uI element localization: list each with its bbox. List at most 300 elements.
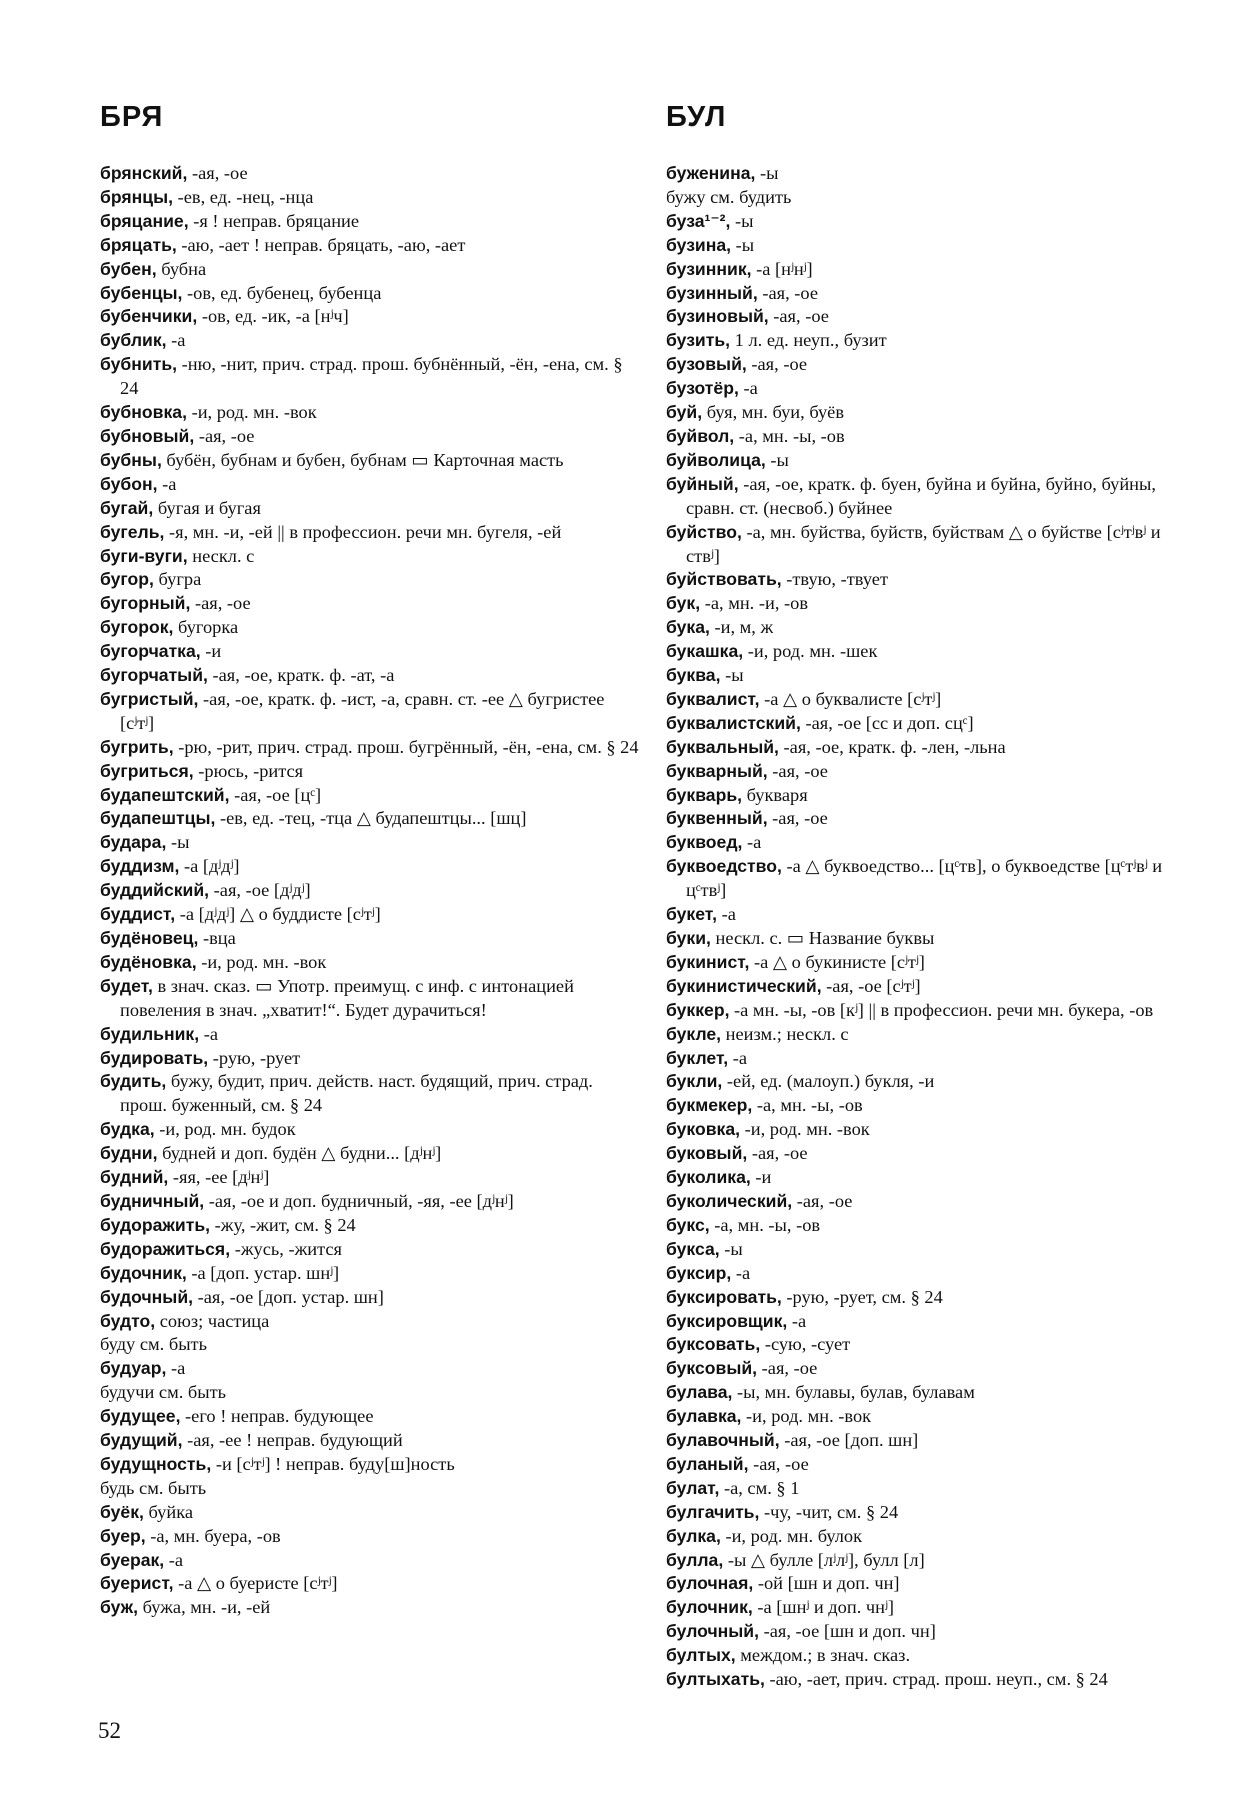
headword: будара, — [100, 832, 167, 853]
entry-text: -ев, ед. -нец, -нца — [173, 186, 314, 207]
headword: буй, — [666, 402, 703, 423]
headword: бузинный, — [666, 282, 758, 303]
headword: букет, — [666, 904, 717, 925]
headword: букинистический, — [666, 975, 822, 996]
headword: бугорчатый, — [100, 665, 208, 686]
headword: бугристый, — [100, 688, 199, 709]
headword: булочный, — [666, 1621, 760, 1642]
dictionary-entry — [100, 497, 640, 521]
headword: булла, — [666, 1549, 724, 1570]
entry-text: -ая, -ое, кратк. ф. -лен, -льна — [778, 736, 1006, 757]
headword: буддизм, — [100, 856, 180, 877]
entry-text: -а, см. § 1 — [719, 1477, 800, 1498]
dictionary-entry — [100, 784, 640, 808]
entry-text: союз; частица — [155, 1310, 270, 1331]
entry-text: -ая, -ое и доп. будничный, -яя, -ее [дʲнʲ] — [204, 1190, 514, 1211]
entry-text: -вца — [198, 928, 236, 948]
headword: бук, — [666, 593, 701, 614]
left-column — [100, 100, 640, 1620]
entry-text: бугорка — [173, 617, 239, 638]
entry-text: -ой [шн и доп. чн] — [753, 1573, 900, 1594]
dictionary-entry — [666, 616, 1196, 640]
entry-text: -и, род. мн. -шек — [743, 641, 878, 662]
dictionary-entry — [666, 377, 1196, 401]
headword: буквалист, — [666, 688, 760, 709]
dictionary-entry — [100, 831, 640, 855]
dictionary-entry — [666, 162, 1196, 186]
entry-text: -ы — [166, 832, 190, 853]
entry-text: -а — [787, 1310, 807, 1331]
dictionary-entry — [666, 1286, 1196, 1310]
dictionary-entry — [100, 1214, 640, 1238]
headword: будет, — [100, 975, 153, 996]
headword: будёновка, — [100, 951, 197, 972]
headword: букли, — [666, 1071, 723, 1092]
dictionary-entry — [666, 1262, 1196, 1286]
entry-text: -и, м, ж — [709, 617, 774, 638]
headword: буколика, — [666, 1167, 751, 1188]
headword: бублик, — [100, 330, 167, 351]
dictionary-entry — [100, 1525, 640, 1549]
entry-text: бубён, бубнам и бубен, бубнам ▭ Карточная масть — [161, 449, 564, 470]
dictionary-entry — [666, 592, 1196, 616]
entry-text: -твую, -твует — [781, 569, 888, 590]
headword: бубны, — [100, 449, 162, 470]
entry-text: -ая, -ое, кратк. ф. -ат, -а — [207, 665, 395, 686]
headword: бугорчатка, — [100, 641, 201, 662]
entry-text: будней и доп. будён △ будни... [дʲнʲ] — [157, 1143, 442, 1164]
entry-text: -рую, -рует, см. § 24 — [781, 1286, 943, 1307]
entry-text: -а [доп. устар. шнʲ] — [186, 1262, 340, 1283]
headword: букашка, — [666, 641, 744, 662]
headword: будка, — [100, 1119, 155, 1140]
headword: буквальный, — [666, 736, 779, 757]
headword: бубнить, — [100, 354, 178, 375]
headword: бузиновый, — [666, 306, 769, 327]
entry-text: бужу см. будить — [666, 186, 792, 207]
headword: буженина, — [666, 163, 756, 183]
dictionary-entry — [100, 258, 640, 282]
headword: буйствовать, — [666, 569, 782, 590]
entry-text: бужу, будит, прич. действ. наст. будящий, прич. страд. прош. буженный, см. § 24 — [120, 1071, 593, 1116]
dictionary-entry — [100, 592, 640, 616]
dictionary-entry — [100, 473, 640, 497]
headword: буковка, — [666, 1119, 741, 1140]
entry-text: -ая, -ое [доп. шн] — [779, 1430, 919, 1451]
headword: булавочный, — [666, 1430, 780, 1451]
dictionary-entry — [100, 1405, 640, 1429]
dictionary-entry — [100, 951, 640, 975]
dictionary-entry — [666, 1190, 1196, 1214]
headword: булгачить, — [666, 1501, 760, 1522]
dictionary-entry — [666, 449, 1196, 473]
entry-text: -а [дʲдʲ] △ о буддисте [сʲтʲ] — [175, 904, 381, 925]
headword: булавка, — [666, 1406, 742, 1427]
entry-text: неизм.; нескл. с — [721, 1023, 849, 1044]
dictionary-entry — [100, 282, 640, 306]
headword: булат, — [666, 1477, 720, 1498]
dictionary-entry — [100, 1357, 640, 1381]
headword: будапештский, — [100, 784, 230, 805]
dictionary-entry — [100, 1310, 640, 1334]
entry-text: -а — [166, 330, 186, 351]
entry-text: -ы — [720, 665, 744, 686]
entry-text: бугра — [153, 569, 202, 590]
dictionary-entry — [666, 305, 1196, 329]
dictionary-entry — [666, 473, 1196, 521]
headword: будить, — [100, 1071, 167, 1092]
dictionary-entry — [666, 975, 1196, 999]
entry-text: -а, мн. -и, -ов — [700, 593, 809, 614]
entry-text: -а — [731, 1262, 751, 1283]
entry-text: -ая, -ое [сʲтʲ] — [821, 975, 921, 996]
entry-text: буду см. быть — [100, 1334, 207, 1355]
headword: бука, — [666, 617, 710, 638]
dictionary-entry — [100, 186, 640, 210]
headword: букс, — [666, 1214, 710, 1235]
headword: буер, — [100, 1525, 146, 1546]
headword: будапештцы, — [100, 808, 216, 829]
headword: бряцать, — [100, 234, 177, 255]
entry-text: -ая, -ое — [747, 1143, 808, 1164]
headword: булочная, — [666, 1573, 754, 1594]
headword: будировать, — [100, 1047, 209, 1068]
entry-text: -я, мн. -и, -ей || в профессион. речи мн. бугеля, -ей — [164, 521, 562, 542]
headword: букварный, — [666, 760, 768, 781]
headword: булочник, — [666, 1597, 753, 1618]
headword: буги-вуги, — [100, 545, 188, 566]
dictionary-entry — [100, 1429, 640, 1453]
dictionary-entry — [666, 1333, 1196, 1357]
dictionary-entry — [100, 568, 640, 592]
right-column-header: БУЛ — [666, 101, 727, 133]
entry-text: -ая, -ое — [792, 1190, 853, 1211]
entry-text: -а мн. -ы, -ов [кʲ] || в профессион. речи мн. букера, -ов — [729, 999, 1154, 1020]
entry-text: -ая, -ое — [767, 760, 828, 781]
dictionary-entry — [100, 1453, 640, 1477]
entry-text: -ая, -ее ! неправ. будующий — [182, 1430, 403, 1451]
dictionary-entry — [666, 1166, 1196, 1190]
dictionary-entry — [666, 1142, 1196, 1166]
headword: бугель, — [100, 521, 165, 542]
dictionary-entry — [666, 807, 1196, 831]
headword: будоражить, — [100, 1214, 211, 1235]
dictionary-entry — [100, 1549, 640, 1573]
entry-text: -а — [728, 1047, 748, 1068]
headword: буйный, — [666, 473, 739, 494]
dictionary-entry — [100, 1190, 640, 1214]
headword: будильник, — [100, 1023, 200, 1044]
dictionary-entry — [100, 449, 640, 473]
entry-text: -и [сʲтʲ] ! неправ. буду[ш]ность — [211, 1453, 455, 1474]
entry-text: -ы △ булле [лʲлʲ], булл [л] — [723, 1549, 925, 1570]
entry-text: -а, мн. -ы, -ов — [709, 1214, 821, 1235]
entry-text: -а — [199, 1023, 218, 1044]
headword: буксир, — [666, 1262, 732, 1283]
entry-text: -ы, мн. булавы, булав, булавам — [732, 1382, 975, 1403]
entry-text: -ая, -ое — [757, 1358, 818, 1379]
entry-text: -аю, -ает ! неправ. бряцать, -аю, -ает — [176, 234, 466, 255]
headword: бубновый, — [100, 425, 195, 446]
headword: бубен, — [100, 258, 157, 279]
entry-text: букваря — [742, 784, 808, 805]
right-column — [666, 100, 1196, 1692]
entry-text: -а — [157, 473, 177, 494]
headword: бугор, — [100, 569, 154, 590]
dictionary-entry — [666, 1525, 1196, 1549]
entry-text: -жу, -жит, см. § 24 — [210, 1214, 356, 1235]
entry-text: -а △ буквоедство... [цᶜтв], о буквоедстве [цᶜтʲвʲ и цᶜтвʲ] — [686, 856, 1163, 901]
entry-text: -его ! неправ. будующее — [180, 1406, 374, 1427]
entry-text: -ая, -ое [цᶜ] — [229, 784, 322, 805]
headword: буксовый, — [666, 1358, 758, 1379]
dictionary-entry — [666, 210, 1196, 234]
dictionary-entry — [100, 210, 640, 234]
entry-text: нескл. с — [187, 545, 255, 566]
entry-text: -ы — [719, 1238, 743, 1259]
entry-text: -ей, ед. (малоуп.) букля, -и — [722, 1071, 935, 1092]
dictionary-entry — [100, 975, 640, 1023]
entry-text: -а — [738, 378, 758, 399]
headword: будто, — [100, 1310, 156, 1331]
headword: буколический, — [666, 1190, 793, 1211]
entry-text: -ая, -ое — [746, 354, 808, 375]
headword: буквоедство, — [666, 856, 782, 877]
dictionary-entry — [666, 1620, 1196, 1644]
headword: бубенцы, — [100, 282, 183, 303]
dictionary-entry — [100, 1477, 640, 1501]
entry-text: -а △ о букинисте [сʲтʲ] — [749, 951, 925, 972]
headword: бузина, — [666, 234, 732, 255]
entry-text: -ая, -ое, кратк. ф. буен, буйна и буйна, буйно, буйны, сравн. ст. (несвоб.) буйнее — [686, 473, 1156, 518]
headword: будни, — [100, 1143, 158, 1164]
dictionary-entry — [666, 1501, 1196, 1525]
dictionary-entry — [666, 903, 1196, 927]
dictionary-entry — [666, 855, 1196, 903]
entry-text: -а, мн. буйства, буйств, буйствам △ о буйстве [сʲтʲвʲ и ствʲ] — [686, 521, 1161, 566]
entry-text: -и — [200, 641, 222, 662]
entry-text: -а — [164, 1549, 184, 1570]
entry-text: -ов, ед. бубенец, бубенца — [182, 282, 382, 303]
dictionary-entry — [666, 282, 1196, 306]
headword: буксировщик, — [666, 1310, 788, 1331]
entry-text: -ы — [765, 449, 789, 470]
headword: бултыхать, — [666, 1669, 765, 1690]
dictionary-entry — [666, 1477, 1196, 1501]
dictionary-entry — [666, 736, 1196, 760]
headword: буквенный, — [666, 808, 768, 829]
dictionary-entry — [100, 1142, 640, 1166]
entry-text: -ая, -ое — [194, 425, 255, 446]
headword: буза¹⁻², — [666, 210, 731, 231]
entry-text: -ая, -ое — [767, 808, 828, 829]
dictionary-entry — [666, 927, 1196, 951]
headword: бубновка, — [100, 402, 187, 423]
dictionary-entry — [100, 545, 640, 569]
dictionary-entry — [666, 568, 1196, 592]
entry-text: -ая, -ое — [190, 593, 251, 614]
dictionary-entry — [666, 425, 1196, 449]
dictionary-entry — [666, 1238, 1196, 1262]
entry-text: -ая, -ое [сс и доп. сцᶜ] — [800, 712, 974, 733]
headword: будуар, — [100, 1358, 167, 1379]
entry-text: -ая, -ое — [757, 282, 818, 303]
entry-text: буйка — [143, 1501, 194, 1522]
entry-text: -ы — [730, 210, 754, 231]
dictionary-entry — [100, 664, 640, 688]
dictionary-entry — [666, 664, 1196, 688]
dictionary-entry — [100, 760, 640, 784]
dictionary-entry — [666, 1023, 1196, 1047]
headword: булка, — [666, 1525, 721, 1546]
entry-text: буя, мн. буи, буёв — [702, 402, 845, 423]
dictionary-entry — [666, 1070, 1196, 1094]
entry-text: междом.; в знач. сказ. — [735, 1645, 911, 1666]
dictionary-entry — [666, 760, 1196, 784]
headword: брянский, — [100, 163, 188, 183]
headword: буланый, — [666, 1453, 749, 1474]
headword: булава, — [666, 1382, 733, 1403]
dictionary-entry — [666, 688, 1196, 712]
dictionary-entry — [666, 1549, 1196, 1573]
dictionary-entry — [100, 1238, 640, 1262]
entry-text: -ая, -ое [дʲдʲ] — [209, 880, 311, 901]
headword: бугриться, — [100, 760, 194, 781]
dictionary-entry — [100, 903, 640, 927]
dictionary-entry — [666, 234, 1196, 258]
headword: бултых, — [666, 1645, 736, 1666]
entry-text: -ая, -ое, кратк. ф. -ист, -а, сравн. ст. -ее △ бугристее [сʲтʲ] — [120, 688, 605, 733]
headword: будничный, — [100, 1190, 205, 1211]
dictionary-entry — [100, 1262, 640, 1286]
entry-text: -и, род. мн. -вок — [741, 1406, 872, 1427]
entry-text: -и, род. мн. булок — [720, 1525, 863, 1546]
dictionary-entry — [100, 1333, 640, 1357]
dictionary-entry — [100, 1047, 640, 1071]
left-entry-list — [100, 162, 640, 1620]
dictionary-entry — [666, 1094, 1196, 1118]
entry-text: -ы — [755, 163, 779, 183]
dictionary-entry — [666, 1381, 1196, 1405]
dictionary-entry — [666, 1357, 1196, 1381]
dictionary-entry — [666, 1118, 1196, 1142]
dictionary-entry — [666, 1668, 1196, 1692]
dictionary-entry — [100, 807, 640, 831]
headword: будоражиться, — [100, 1238, 231, 1259]
dictionary-entry — [666, 353, 1196, 377]
dictionary-entry — [666, 640, 1196, 664]
dictionary-entry — [100, 1070, 640, 1118]
headword: буйство, — [666, 521, 742, 542]
headword: будочник, — [100, 1262, 187, 1283]
dictionary-entry — [100, 353, 640, 401]
headword: буквалистский, — [666, 712, 801, 733]
entry-text: -а [шнʲ и доп. чнʲ] — [752, 1597, 894, 1618]
left-column-header: БРЯ — [100, 101, 164, 133]
headword: букварь, — [666, 784, 743, 805]
headword: буддийский, — [100, 880, 210, 901]
entry-text: -аю, -ает, прич. страд. прош. неуп., см. § 24 — [764, 1669, 1108, 1690]
page-number: 52 — [98, 1718, 121, 1743]
entry-text: -ая, -ое [доп. устар. шн] — [193, 1286, 384, 1307]
dictionary-entry — [100, 855, 640, 879]
entry-text: -и, род. мн. -вок — [740, 1119, 870, 1140]
entry-text: -а — [742, 832, 762, 853]
headword: буксировать, — [666, 1286, 782, 1307]
entry-text: -яя, -ее [дʲнʲ] — [168, 1167, 270, 1188]
entry-text: -а, мн. -ы, -ов — [752, 1095, 863, 1116]
entry-text: -ев, ед. -тец, -тца △ будапештцы... [шц] — [215, 808, 527, 829]
entry-text: -ы — [731, 234, 755, 255]
entry-text: -и, род. мн. -вок — [186, 402, 317, 423]
headword: букинист, — [666, 951, 750, 972]
entry-text: -сую, -сует — [760, 1334, 851, 1355]
dictionary-entry — [100, 1501, 640, 1525]
dictionary-entry — [100, 234, 640, 258]
entry-text: -а [дʲдʲ] — [179, 856, 240, 877]
entry-text: -ая, -ое [шн и доп. чн] — [759, 1621, 936, 1642]
dictionary-entry — [666, 712, 1196, 736]
headword: бубон, — [100, 473, 158, 494]
dictionary-entry — [666, 329, 1196, 353]
entry-text: -а — [166, 1358, 186, 1379]
entry-text: -ню, -нит, прич. страд. прош. бубнённый, -ён, -ена, см. § 24 — [120, 354, 623, 399]
dictionary-entry — [666, 186, 1196, 210]
entry-text: -а △ о буеристе [сʲтʲ] — [173, 1573, 338, 1594]
headword: бузовый, — [666, 354, 747, 375]
dictionary-entry — [666, 1405, 1196, 1429]
dictionary-entry — [100, 425, 640, 449]
dictionary-entry — [100, 1023, 640, 1047]
dictionary-entry — [100, 305, 640, 329]
entry-text: -и, род. мн. будок — [154, 1119, 296, 1140]
dictionary-entry — [100, 1166, 640, 1190]
entry-text: -ая, -ое — [187, 163, 248, 183]
entry-text: бужа, мн. -и, -ей — [138, 1597, 271, 1618]
entry-text: будь см. быть — [100, 1477, 207, 1498]
dictionary-entry — [100, 1381, 640, 1405]
headword: буки, — [666, 928, 711, 948]
entry-text: -ая, -ое — [748, 1453, 809, 1474]
headword: буёк, — [100, 1501, 144, 1522]
headword: буерист, — [100, 1573, 174, 1594]
entry-text: -ая, -ое — [768, 306, 829, 327]
headword: буксовать, — [666, 1334, 761, 1355]
dictionary-entry — [666, 831, 1196, 855]
dictionary-entry — [100, 329, 640, 353]
entry-text: -и, род. мн. -вок — [196, 951, 327, 972]
headword: буйвол, — [666, 425, 735, 446]
headword: буддист, — [100, 904, 176, 925]
headword: буйволица, — [666, 449, 766, 470]
dictionary-entry — [666, 1214, 1196, 1238]
headword: буквоед, — [666, 832, 743, 853]
right-entry-list — [666, 162, 1196, 1692]
entry-text: бубна — [156, 258, 207, 279]
entry-text: в знач. сказ. ▭ Употр. преимущ. с инф. с интонацией повеления в знач. „хватит!“. Будет дурачиться! — [120, 975, 574, 1020]
headword: брянцы, — [100, 186, 174, 207]
dictionary-entry — [100, 1118, 640, 1142]
dictionary-entry — [666, 1644, 1196, 1668]
entry-text: -а [нʲнʲ] — [751, 258, 813, 279]
entry-text: -жусь, -жится — [230, 1238, 343, 1259]
headword: бряцание, — [100, 210, 189, 231]
headword: бузинник, — [666, 258, 752, 279]
dictionary-entry — [100, 640, 640, 664]
entry-text: -рую, -рует — [208, 1047, 301, 1068]
entry-text: -ов, ед. -ик, -а [нʲч] — [197, 306, 349, 327]
dictionary-entry — [100, 1286, 640, 1310]
